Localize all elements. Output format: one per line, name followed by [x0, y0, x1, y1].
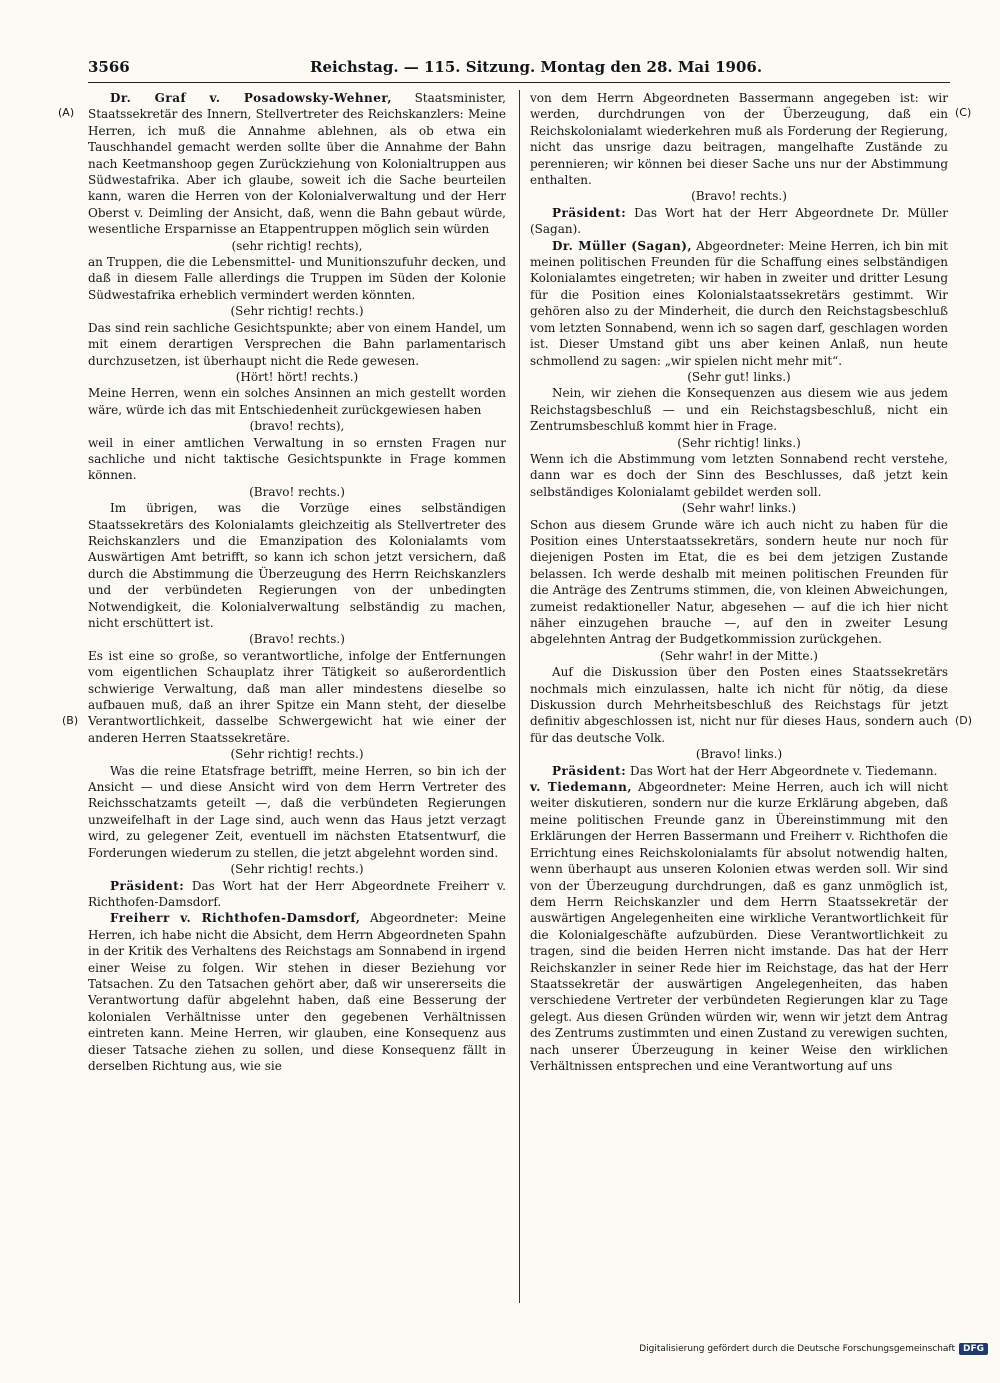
- body-paragraph: Was die reine Etatsfrage betrifft, meine Herren, so bin ich der Ansicht — und diese Ansicht wird von dem Herrn Vertreter des Reichsschatzamts geteilt —, daß die verbündeten Regierungen unzweifelhaft in der Lage sind, auch wenn das Haus jetzt verzagt wird, zu gelegener Zeit, eventuell im nächsten Etatsentwurf, die Forderungen wiederum zu stellen, die jetzt abgelehnt worden sind.: [88, 763, 506, 860]
- header-rule: [88, 82, 950, 83]
- speech-paragraph: [530, 779, 948, 1074]
- speech-paragraph: [88, 90, 506, 238]
- interjection: (Bravo! links.): [695, 747, 783, 762]
- margin-marker-b: (B): [62, 714, 79, 727]
- speech-text: Abgeordneter: Meine Herren, ich habe nicht die Absicht, dem Herrn Abgeordneten Spahn in der Kritik des Verhaltens des Reichstags am Sonnabend in irgend einer Weise zu folgen. Wir stehen in dieser Beziehung vor Tatsachen. Zu den Tatsachen gehört aber, daß wir unsererseits die Verantwortung dafür abgelehnt haben, daß eine Besserung der kolonialen Verhältnisse unter den gegebenen Verhältnissen eintreten kann. Meine Herren, wir glauben, eine Konsequenz aus dieser Tatsache ziehen zu sollen, und diese Konsequenz fällt in derselben Richtung aus, wie sie: [88, 911, 506, 1073]
- body-paragraph: Wenn ich die Abstimmung vom letzten Sonnabend recht verstehe, dann war es doch der Sinn des Beschlusses, daß jetzt kein selbständiges Kolonialamt gebildet werden soll.: [530, 451, 948, 499]
- interjection: (Sehr richtig! rechts.): [230, 862, 364, 877]
- interjection: (Sehr richtig! links.): [677, 435, 801, 450]
- body-paragraph: Auf die Diskussion über den Posten eines Staatssekretärs nochmals mich einzulassen, halte ich nicht für nötig, da diese Diskussion durch Mehrheitsbeschluß des Reichstags für jetzt definitiv abgeschlossen ist, nicht nur für dieses Haus, sondern auch für das deutsche Volk.: [530, 665, 948, 745]
- speaker-name: Präsident:: [110, 878, 185, 893]
- speaker-name: Dr. Graf v. Posadowsky-Wehner,: [110, 91, 393, 105]
- interjection: (Sehr wahr! in der Mitte.): [660, 648, 818, 663]
- interjection: (Bravo! rechts.): [249, 484, 345, 499]
- interjection: (Sehr richtig! rechts.): [230, 304, 364, 319]
- interjection: (Sehr gut! links.): [687, 369, 791, 384]
- interjection: (sehr richtig! rechts),: [231, 238, 363, 253]
- speech-paragraph: [530, 205, 948, 238]
- speech-paragraph: [88, 878, 506, 911]
- speaker-name: Präsident:: [552, 205, 627, 220]
- speech-text: Staatsminister, Staatssekretär des Innern, Stellvertreter des Reichskanzlers: Meine Herren, ich muß die Annahme ablehnen, als ob etwa ein Tauschhandel gemacht werden sollte über die Annahme der Bahn nach Keetmanshoop gegen Zurückziehung von Kolonialtruppen aus Südwestafrika. Aber ich glaube, soweit ich die Sache beurteilen kann, waren die Herren von der Kolonialverwaltung und der Herr Oberst v. Deimling der Ansicht, daß, wenn die Bahn gebaut würde, wesentliche Ersparnisse an Etappentruppen möglich sein würden: [88, 91, 506, 237]
- right-column: [530, 90, 948, 1074]
- interjection: (Bravo! rechts.): [249, 632, 345, 647]
- interjection: (Sehr wahr! links.): [681, 501, 797, 516]
- dfg-logo: DFG: [959, 1343, 988, 1355]
- interjection: (bravo! rechts),: [249, 419, 345, 434]
- margin-marker-c: (C): [955, 106, 972, 119]
- digitization-credit: Digitalisierung gefördert durch die Deutsche Forschungsgemeinschaft: [639, 1344, 955, 1354]
- column-divider: [519, 90, 520, 1303]
- page-header: [88, 58, 950, 80]
- body-paragraph: Im übrigen, was die Vorzüge eines selbständigen Staatssekretärs des Kolonialamts gleichzeitig als Stellvertreter des Reichskanzlers und die Emanzipation des Kolonialamts vom Auswärtigen Amt betrifft, so kann ich schon jetzt versichern, daß durch die Abstimmung die Überzeugung des Herrn Reichskanzlers und der verbündeten Regierungen von der unbedingten Notwendigkeit, die Kolonialverwaltung selbständig zu machen, nicht erschüttert ist.: [88, 501, 506, 630]
- speech-text: Das Wort hat der Herr Abgeordnete Dr. Müller (Sagan).: [530, 205, 948, 237]
- page-footer: [639, 1343, 988, 1355]
- interjection: (Bravo! rechts.): [691, 189, 787, 204]
- body-paragraph: an Truppen, die die Lebensmittel- und Munitionszufuhr decken, und daß in diesem Falle allerdings die Truppen im Süden der Kolonie Südwestafrika erheblich vermindert werden könnten.: [88, 255, 506, 302]
- speaker-name: v. Tiedemann,: [530, 780, 633, 795]
- interjection: (Hört! hört! rechts.): [235, 369, 359, 384]
- margin-marker-a: (A): [58, 106, 75, 119]
- speaker-name: Dr. Müller (Sagan),: [552, 238, 693, 253]
- speech-paragraph: [530, 763, 948, 779]
- body-paragraph: weil in einer amtlichen Verwaltung in so ernsten Fragen nur sachliche und nicht taktische Gesichtspunkte in Frage kommen können.: [88, 435, 506, 483]
- body-paragraph: Meine Herren, wenn ein solches Ansinnen an mich gestellt worden wäre, würde ich das mit Entschiedenheit zurückgewiesen haben: [88, 386, 506, 417]
- page-number: 3566: [88, 58, 130, 76]
- running-head: Reichstag. — 115. Sitzung. Montag den 28. Mai 1906.: [310, 58, 763, 76]
- body-paragraph: Das sind rein sachliche Gesichtspunkte; aber von einem Handel, um mit einem derartigen Versprechen die Bahn parlamentarisch durchzusetzen, ist überhaupt nicht die Rede gewesen.: [88, 320, 506, 368]
- speech-text: Das Wort hat der Herr Abgeordnete v. Tiedemann.: [630, 763, 938, 778]
- interjection: (Sehr richtig! rechts.): [230, 747, 364, 762]
- speaker-name: Präsident:: [552, 763, 627, 778]
- speaker-name: Freiherr v. Richthofen-Damsdorf,: [110, 911, 361, 926]
- speech-text: Abgeordneter: Meine Herren, auch ich will nicht weiter diskutieren, sondern nur die kurze Erklärung abgeben, daß meine politischen Freunde ganz in Übereinstimmung mit den Erklärungen der Herren Bassermann und Freiherr v. Richthofen die Errichtung eines Reichskolonialamts für absolut notwendig halten, wenn überhaupt aus unseren Kolonien etwas werden soll. Wir sind von der Überzeugung durchdrungen, daß es ganz unmöglich ist, dem Herrn Reichskanzler und dem Herrn Staatssekretär der auswärtigen Angelegenheiten eine wirkliche Verantwortlichkeit für die Kolonialgeschäfte aufzubürden. Diese Verantwortlichkeit zu tragen, sind die beiden Herren nicht imstande. Das hat der Herr Reichskanzler in seiner Rede hier im Reichstage, das hat der Herr Staatssekretär der auswärtigen Angelegenheiten, das haben verschiedene Vertreter der verbündeten Regierungen klar zu Tage gelegt. Aus diesen Gründen würden wir, wenn wir jetzt dem Antrag des Zentrums zustimmten und einen Zustand zu verewigen suchten, nach unserer Überzeugung in keiner Weise den wirklichen Verhältnissen entsprechen und eine Verantwortung auf uns: [530, 780, 948, 1073]
- left-column: [88, 90, 506, 1074]
- speech-paragraph: [530, 238, 948, 369]
- body-paragraph: Schon aus diesem Grunde wäre ich auch nicht zu haben für die Position eines Unterstaatssekretärs, sondern heute nur noch für diejenigen Posten im Etat, die es bei dem jetzigen Zustande belassen. Ich werde deshalb mit meinen politischen Freunden für die Anträge des Zentrums stimmen, die, von kleinen Abweichungen, zumeist redaktioneller Natur, abgesehen — auf die ich hier nicht näher einzugehen brauche —, auf den in zweiter Lesung abgelehnten Antrag der Budgetkommission zurückgehen.: [530, 517, 948, 647]
- speech-text: Das Wort hat der Herr Abgeordnete Freiherr v. Richthofen-Damsdorf.: [88, 878, 506, 909]
- speech-text: Abgeordneter: Meine Herren, ich bin mit meinen politischen Freunden für die Schaffung eines selbständigen Kolonialamtes eingetreten; wir haben in zweiter und dritter Lesung für die Position eines Kolonialstaatssekretärs gestimmt. Wir gehören also zu der Minderheit, die durch den Reichstagsbeschluß vom letzten Sonnabend, wenn ich so sagen darf, geschlagen worden ist. Dieser Umstand gibt uns aber keinen Anlaß, nun heute schmollend zu sagen: „wir spielen nicht mehr mit“.: [530, 238, 948, 368]
- body-paragraph: von dem Herrn Abgeordneten Bassermann angegeben ist: wir werden, durchdrungen von der Überzeugung, daß ein Reichskolonialamt wiederkehren muß als Forderung der Regierung, nicht das unsrige dazu beitragen, mangelhafte Zustände zu perennieren; wir können bei dieser Sache uns nur der Abstimmung enthalten.: [530, 91, 948, 188]
- margin-marker-d: (D): [955, 714, 973, 727]
- speech-paragraph: [88, 910, 506, 1074]
- body-paragraph: Nein, wir ziehen die Konsequenzen aus diesem wie aus jedem Reichstagsbeschluß — und ein Reichstagsbeschluß, nicht ein Zentrumsbeschluß kommt hier in Frage.: [530, 386, 948, 434]
- body-paragraph: Es ist eine so große, so verantwortliche, infolge der Entfernungen vom eigentlichen Schauplatz ihrer Tätigkeit so außerordentlich schwierige Verwaltung, daß man aller mindestens dieselbe so aufbauen muß, daß an ihrer Spitze ein Mann steht, der dieselbe Verantwortlichkeit, dasselbe Schwergewicht hat wie einer der anderen Herren Staatssekretäre.: [88, 648, 506, 745]
